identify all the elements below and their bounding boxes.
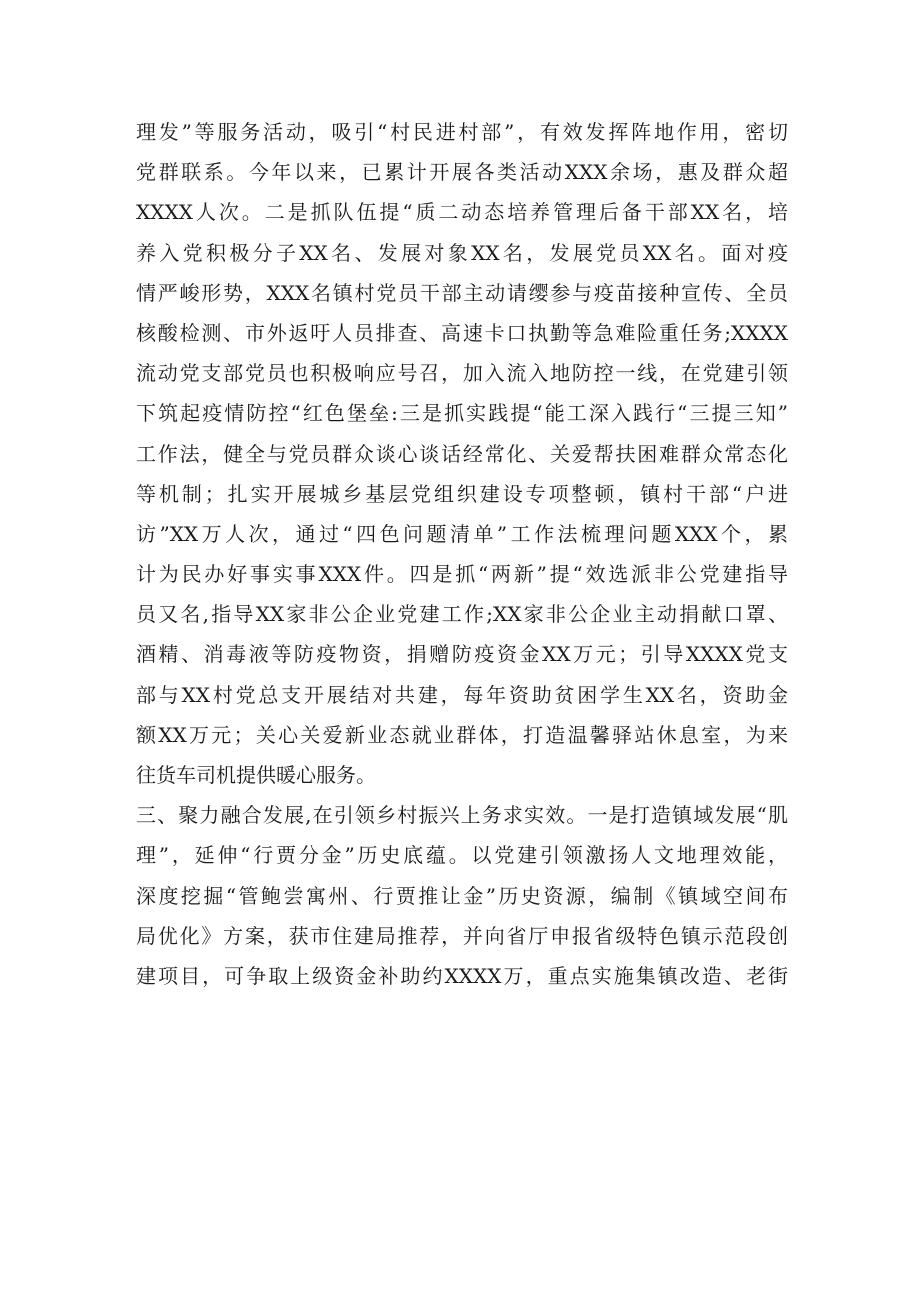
text-line: 员又名,指导XX家非公企业党建工作;XX家非公企业主动捐献口罩、 — [136, 602, 788, 627]
text-line: 酒精、消毒液等防疫物资，捐赠防疫资金XX万元；引导XXXX党支 — [136, 642, 788, 667]
section-heading-line: 三、聚力融合发展,在引领乡村振兴上务求实效。一是打造镇域发展“肌 — [136, 803, 788, 828]
paragraph-last-line: 往货车司机提供暖心服务。 — [136, 763, 376, 787]
text-line: 计为民办好事实事XXX件。四是抓“两新”提“效选派非公党建指导 — [136, 562, 788, 587]
text-line: 等机制；扎实开展城乡基层党组织建设专项整顿，镇村干部“户进 — [136, 481, 788, 506]
text-line: 访”XX万人次，通过“四色问题清单”工作法梳理问题XXX个，累 — [136, 521, 788, 546]
text-line: 流动党支部党员也积极响应号召，加入流入地防控一线，在党建引领 — [136, 361, 788, 386]
text-line: 核酸检测、市外返吁人员排查、高速卡口执勤等急难险重任务;XXXX — [136, 320, 788, 345]
text-line: 下筑起疫情防控“红色堡垒:三是抓实践提“能工深入践行“三提三知” — [136, 401, 788, 426]
text-line: 局优化》方案，获市住建局推荐，并向省厅申报省级特色镇示范段创 — [136, 923, 788, 948]
text-line: 情严峻形势，XXX名镇村党员干部主动请缨参与疫苗接种宣传、全员 — [136, 280, 788, 305]
text-line: 建项目，可争取上级资金补助约XXXX万，重点实施集镇改造、老街 — [136, 963, 788, 988]
text-line: XXXX人次。二是抓队伍提“质二动态培养管理后备干部XX名，培 — [136, 200, 788, 225]
text-line: 养入党积极分子XX名、发展对象XX名，发展党员XX名。面对疫 — [136, 240, 788, 265]
text-line: 党群联系。今年以来，已累计开展各类活动XXX余场，惠及群众超 — [136, 160, 788, 185]
text-line: 理”，延伸“行贾分金”历史底蕴。以党建引领激扬人文地理效能， — [136, 843, 788, 868]
text-line: 部与XX村党总支开展结对共建，每年资助贫困学生XX名，资助金 — [136, 682, 788, 707]
text-line: 工作法，健全与党员群众谈心谈话经常化、关爱帮扶困难群众常态化 — [136, 441, 788, 466]
text-line: 深度挖掘“管鲍尝寓州、行贾推让金”历史资源，编制《镇域空间布 — [136, 883, 788, 908]
text-line: 理发”等服务活动，吸引“村民进村部”，有效发挥阵地作用，密切 — [136, 120, 788, 144]
body-text — [136, 112, 788, 996]
text-line: 额XX万元；关心关爱新业态就业群体，打造温馨驿站休息室，为来 — [136, 722, 788, 747]
